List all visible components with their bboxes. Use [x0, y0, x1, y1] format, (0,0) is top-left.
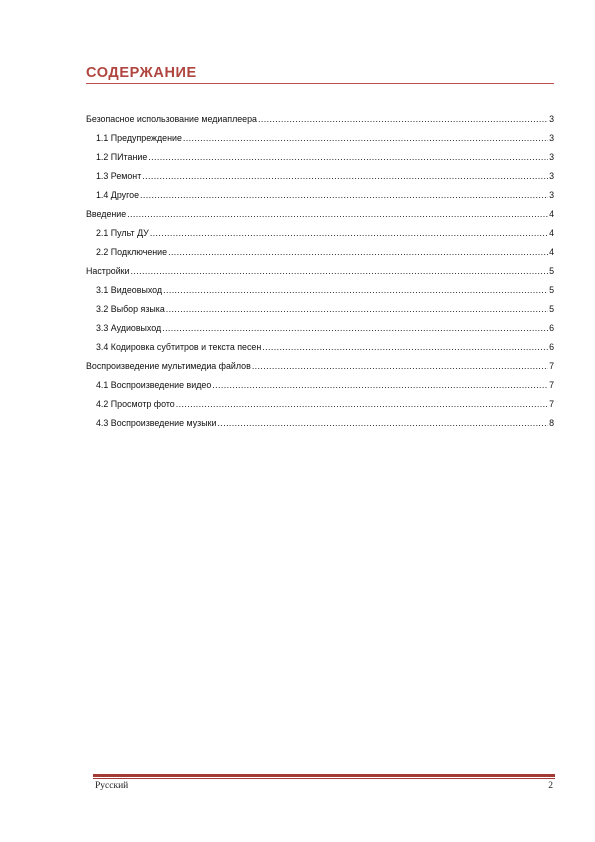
dot-leader	[131, 266, 549, 276]
toc-subentry[interactable]	[86, 342, 554, 361]
toc-entry-page-number: 6	[549, 323, 554, 333]
page-title: СОДЕРЖАНИЕ	[86, 65, 197, 81]
dot-leader	[148, 152, 548, 162]
toc-entry-page-number: 3	[549, 152, 554, 162]
toc-entry-page-number: 3	[549, 171, 554, 181]
toc-entry-label: 3.3 Аудиовыход	[96, 323, 162, 333]
toc-entry-page-number: 5	[549, 304, 554, 314]
toc-entry-label: 1.4 Другое	[96, 190, 140, 200]
toc-subentry[interactable]	[86, 247, 554, 266]
toc-entry-label: Введение	[86, 209, 127, 219]
toc-entry-label: 4.3 Воспроизведение музыки	[96, 418, 217, 428]
dot-leader	[183, 133, 548, 143]
toc-entry-page-number: 7	[549, 399, 554, 409]
dot-leader	[140, 190, 548, 200]
toc-entry-label: Настройки	[86, 266, 130, 276]
footer-page-number: 2	[548, 781, 553, 791]
toc-entry-page-number: 7	[549, 380, 554, 390]
toc-entry[interactable]	[86, 209, 554, 228]
toc-entry[interactable]	[86, 114, 554, 133]
toc-entry-label: 3.1 Видеовыход	[96, 285, 163, 295]
toc-subentry[interactable]	[86, 152, 554, 171]
toc-entry-page-number: 4	[549, 228, 554, 238]
dot-leader	[168, 247, 548, 257]
dot-leader	[142, 171, 548, 181]
toc-subentry[interactable]	[86, 399, 554, 418]
toc-entry-page-number: 4	[549, 209, 554, 219]
toc-entry-label: 3.2 Выбор языка	[96, 304, 165, 314]
dot-leader	[262, 342, 548, 352]
dot-leader	[176, 399, 548, 409]
toc-entry-page-number: 4	[549, 247, 554, 257]
footer-rule-thin	[93, 778, 555, 779]
toc-entry-label: Воспроизведение мультимедиа файлов	[86, 361, 251, 371]
table-of-contents	[86, 114, 554, 437]
toc-subentry[interactable]	[86, 285, 554, 304]
toc-subentry[interactable]	[86, 304, 554, 323]
toc-entry[interactable]	[86, 361, 554, 380]
footer-language: Русский	[95, 781, 129, 791]
toc-entry-label: Безопасное использование медиаплеера	[86, 114, 257, 124]
dot-leader	[217, 418, 548, 428]
dot-leader	[150, 228, 548, 238]
toc-entry-label: 1.2 ПИтание	[96, 152, 148, 162]
toc-entry-page-number: 3	[549, 133, 554, 143]
toc-entry-label: 2.2 Подключение	[96, 247, 168, 257]
toc-entry-page-number: 6	[549, 342, 554, 352]
toc-subentry[interactable]	[86, 133, 554, 152]
dot-leader	[127, 209, 548, 219]
toc-subentry[interactable]	[86, 380, 554, 399]
toc-subentry[interactable]	[86, 418, 554, 437]
title-underline	[86, 83, 554, 84]
dot-leader	[258, 114, 548, 124]
toc-subentry[interactable]	[86, 190, 554, 209]
toc-entry-page-number: 5	[549, 266, 554, 276]
toc-entry-page-number: 5	[549, 285, 554, 295]
dot-leader	[212, 380, 548, 390]
toc-entry-label: 4.2 Просмотр фото	[96, 399, 175, 409]
toc-subentry[interactable]	[86, 228, 554, 247]
footer-rule	[93, 774, 555, 777]
dot-leader	[252, 361, 548, 371]
toc-entry-label: 4.1 Воспроизведение видео	[96, 380, 212, 390]
toc-entry-page-number: 3	[549, 190, 554, 200]
toc-entry-page-number: 3	[549, 114, 554, 124]
toc-entry-label: 2.1 Пульт ДУ	[96, 228, 149, 238]
dot-leader	[162, 323, 548, 333]
toc-entry-page-number: 7	[549, 361, 554, 371]
toc-entry-page-number: 8	[549, 418, 554, 428]
toc-entry-label: 3.4 Кодировка субтитров и текста песен	[96, 342, 262, 352]
toc-subentry[interactable]	[86, 171, 554, 190]
toc-subentry[interactable]	[86, 323, 554, 342]
toc-entry-label: 1.1 Предупреждение	[96, 133, 182, 143]
dot-leader	[166, 304, 548, 314]
toc-entry[interactable]	[86, 266, 554, 285]
dot-leader	[163, 285, 548, 295]
toc-entry-label: 1.3 Ремонт	[96, 171, 142, 181]
